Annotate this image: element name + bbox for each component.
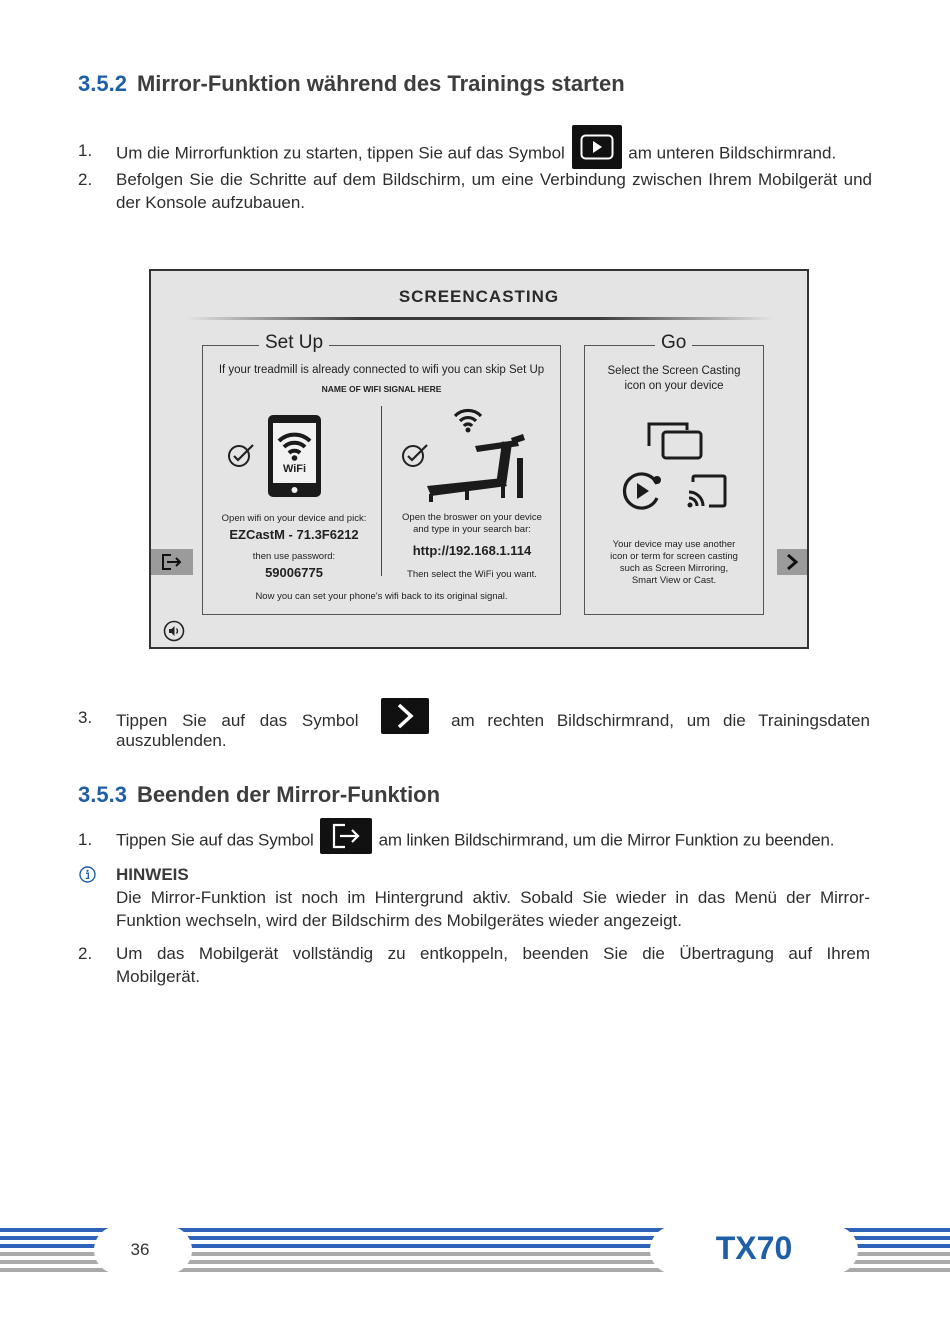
setup-right-line2: and type in your search bar: [413, 524, 531, 535]
section-heading-353 [78, 782, 440, 808]
step-number: 3. [78, 708, 93, 727]
setup-left-line2: then use password: [252, 551, 336, 562]
note-label: HINWEIS [116, 865, 189, 884]
go-note4: Smart View or Cast. [631, 575, 717, 586]
step-number: 2. [78, 944, 93, 963]
step-text-cont: auszublenden. [116, 731, 227, 750]
footer-band [0, 1226, 950, 1274]
screen-mirror-icon [647, 422, 703, 460]
exit-icon [161, 553, 183, 571]
wifi-icon [453, 406, 483, 434]
page-number: 36 [130, 1240, 150, 1259]
volume-button[interactable] [163, 620, 185, 642]
step-number: 1. [78, 830, 93, 849]
step-text-before: Um die Mirrorfunktion zu starten, tippen Sie auf das Symbol [116, 143, 565, 163]
wifi-signal-name: NAME OF WIFI SIGNAL HERE [321, 384, 442, 394]
smart-view-icon [621, 470, 663, 512]
go-note1: Your device may use another [612, 539, 736, 550]
go-title: Go [655, 332, 692, 354]
go-note3: such as Screen Mirroring, [619, 563, 729, 574]
phone-wifi-icon [267, 414, 322, 498]
step-text: Befolgen Sie die Schritte auf dem Bildschirm, um eine Verbindung zwischen Ihrem Mobilgerät und der Konsole aufzubauen. [116, 170, 872, 212]
step-text-before: Tippen Sie auf das Symbol [116, 830, 314, 850]
step-text: Um das Mobilgerät vollständig zu entkoppeln, beenden Sie die Übertragung auf Ihrem [116, 944, 870, 963]
wifi-label: WiFi [282, 463, 307, 475]
screencasting-screenshot [149, 269, 809, 649]
step-number: 2. [78, 170, 93, 189]
section-number: 3.5.2 [78, 71, 127, 96]
setup-left-line1: Open wifi on your device and pick: [221, 513, 367, 524]
section-number: 3.5.3 [78, 782, 127, 807]
check-icon [227, 442, 255, 468]
section-heading-352 [78, 71, 625, 97]
hide-data-button[interactable] [777, 549, 807, 575]
section-title: Mirror-Funktion während des Trainings starten [136, 71, 625, 96]
go-card [584, 332, 764, 615]
step-text-after: am rechten Bildschirmrand, um die Trainingsdaten [451, 710, 870, 730]
setup-footer: Now you can set your phone's wifi back to its original signal. [255, 591, 508, 602]
setup-right-line3: Then select the WiFi you want. [407, 569, 537, 580]
section-title: Beenden der Mirror-Funktion [136, 782, 441, 807]
go-line1: Select the Screen Casting [607, 365, 741, 377]
go-note2: icon or term for screen casting [610, 551, 738, 562]
console-url: http://192.168.1.114 [412, 543, 532, 558]
step-text [116, 828, 876, 854]
chevron-right-icon [381, 698, 429, 734]
treadmill-icon [425, 434, 529, 506]
model-name: TX70 [715, 1230, 793, 1266]
step-text-after: am unteren Bildschirmrand. [628, 143, 837, 163]
chevron-right-icon [785, 553, 799, 571]
exit-button[interactable] [151, 549, 193, 575]
step-text [116, 139, 876, 169]
screencasting-title: SCREENCASTING [398, 287, 560, 306]
note-line2: Funktion wechseln, wird der Bildschirm des Mobilgerätes wieder angezeigt. [116, 911, 682, 930]
setup-title: Set Up [259, 332, 329, 354]
go-line2: icon on your device [624, 380, 724, 392]
setup-right-line1: Open the broswer on your device [402, 512, 542, 523]
step-text-cont: Mobilgerät. [116, 967, 201, 986]
play-icon [572, 125, 622, 169]
step-text-before: Tippen Sie auf das Symbol [116, 710, 359, 730]
setup-card [202, 332, 561, 615]
setup-divider [381, 406, 382, 576]
wifi-ssid: EZCastM - 71.3F6212 [229, 527, 359, 542]
title-divider [187, 317, 773, 320]
cast-icon [687, 474, 727, 510]
wifi-password: 59006775 [265, 565, 323, 580]
step-text-after: am linken Bildschirmrand, um die Mirror Funktion zu beenden. [378, 830, 835, 850]
setup-intro: If your treadmill is already connected to wifi you can skip Set Up [218, 364, 545, 376]
step-text [116, 706, 870, 734]
info-icon [79, 866, 96, 883]
step-number: 1. [78, 141, 93, 160]
note-line1: Die Mirror-Funktion ist noch im Hintergrund aktiv. Sobald Sie wieder in das Menü der Mirror- [116, 888, 870, 907]
exit-icon [320, 818, 372, 854]
